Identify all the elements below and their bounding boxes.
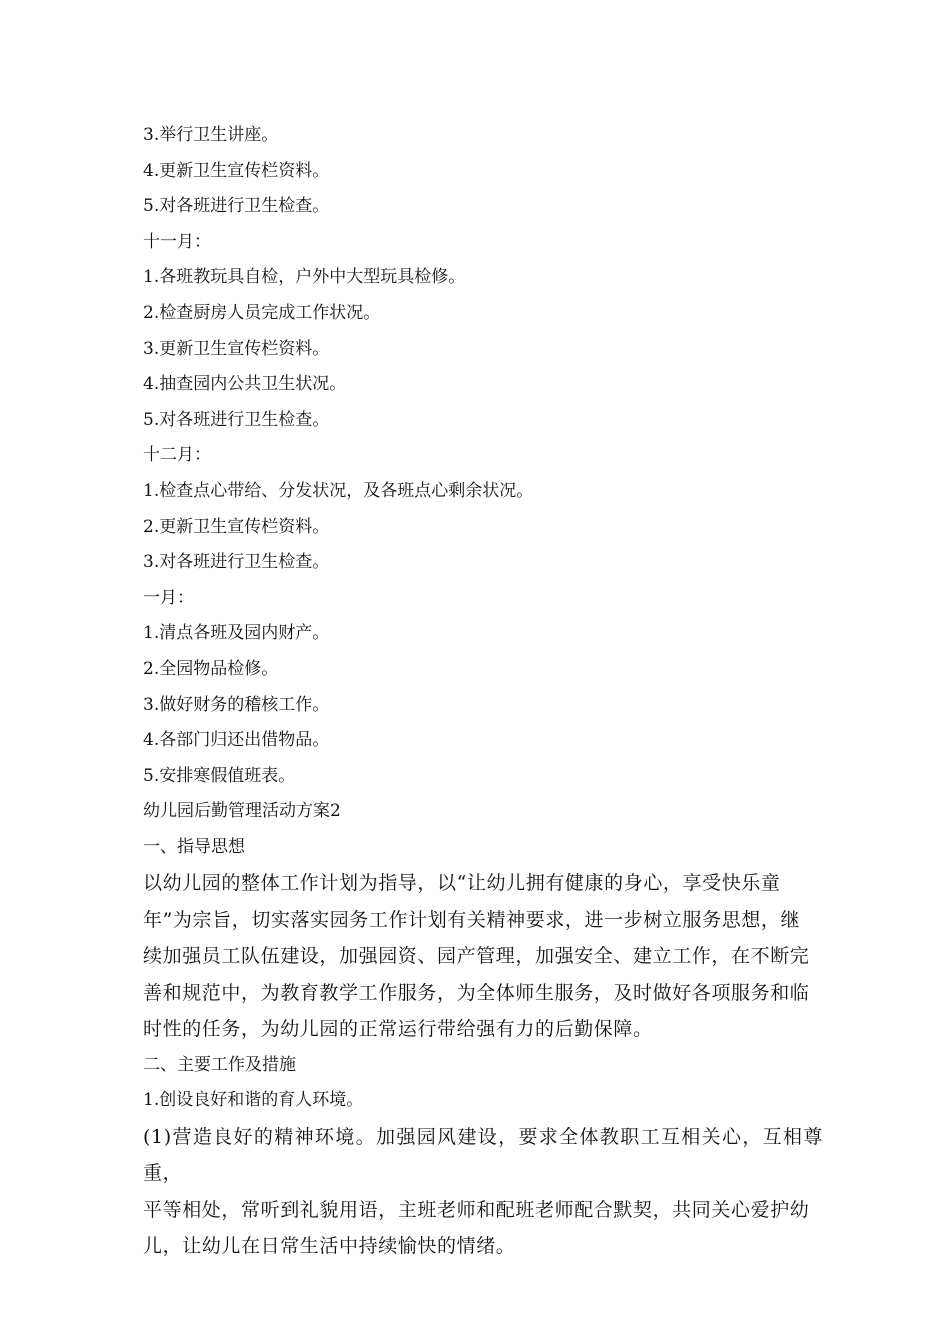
list-item: 2.更新卫生宣传栏资料。 [143,516,330,537]
list-item: 4.各部门归还出借物品。 [143,730,330,751]
list-item: 5.对各班进行卫生检查。 [143,409,330,430]
paragraph-line: 善和规范中，为教育教学工作服务，为全体师生服务，及时做好各项服务和临 [143,981,810,1004]
list-item: 1.创设良好和谐的育人环境。 [143,1089,364,1110]
list-item: 5.安排寒假值班表。 [143,765,296,786]
spiritual-environment-paragraph [143,1119,823,1265]
list-item: 3.对各班进行卫生检查。 [143,552,330,573]
list-item: 4.更新卫生宣传栏资料。 [143,160,330,181]
list-item: 1.检查点心带给、分发状况，及各班点心剩余状况。 [143,480,534,501]
list-item: 1.清点各班及园内财产。 [143,623,330,644]
section-heading-main-work: 二、主要工作及措施 [143,1054,296,1075]
month-heading-january: 一月： [143,587,194,608]
list-item: 1.各班教玩具自检，户外中大型玩具检修。 [143,267,466,288]
list-item: 3.更新卫生宣传栏资料。 [143,338,330,359]
list-item: 4.抽查园内公共卫生状况。 [143,374,347,395]
list-item: 3.做好财务的稽核工作。 [143,694,330,715]
document-body [143,118,823,1265]
paragraph-line: (1)营造良好的精神环境。加强园风建设，要求全体教职工互相关心，互相尊重， [143,1125,823,1185]
month-heading-december: 十二月： [143,445,211,466]
section-heading-guiding-ideology: 一、指导思想 [143,836,245,857]
paragraph-line: 年”为宗旨，切实落实园务工作计划有关精神要求，进一步树立服务思想，继 [143,908,801,931]
list-item: 5.对各班进行卫生检查。 [143,196,330,217]
paragraph-line: 儿，让幼儿在日常生活中持续愉快的情绪。 [143,1235,516,1258]
list-item: 2.检查厨房人员完成工作状况。 [143,302,381,323]
paragraph-line: 时性的任务，为幼儿园的正常运行带给强有力的后勤保障。 [143,1018,653,1041]
paragraph-line: 以幼儿园的整体工作计划为指导，以“让幼儿拥有健康的身心，享受快乐童 [143,872,781,895]
paragraph-line: 续加强员工队伍建设，加强园资、园产管理，加强安全、建立工作，在不断完 [143,945,810,968]
list-item: 3.举行卫生讲座。 [143,125,279,145]
paragraph-line: 平等相处，常听到礼貌用语，主班老师和配班老师配合默契，共同关心爱护幼 [143,1198,810,1221]
list-item: 2.全园物品检修。 [143,658,279,679]
month-heading-november: 十一月： [143,231,211,252]
section-title: 幼儿园后勤管理活动方案2 [143,801,341,822]
guiding-ideology-paragraph [143,865,823,1048]
